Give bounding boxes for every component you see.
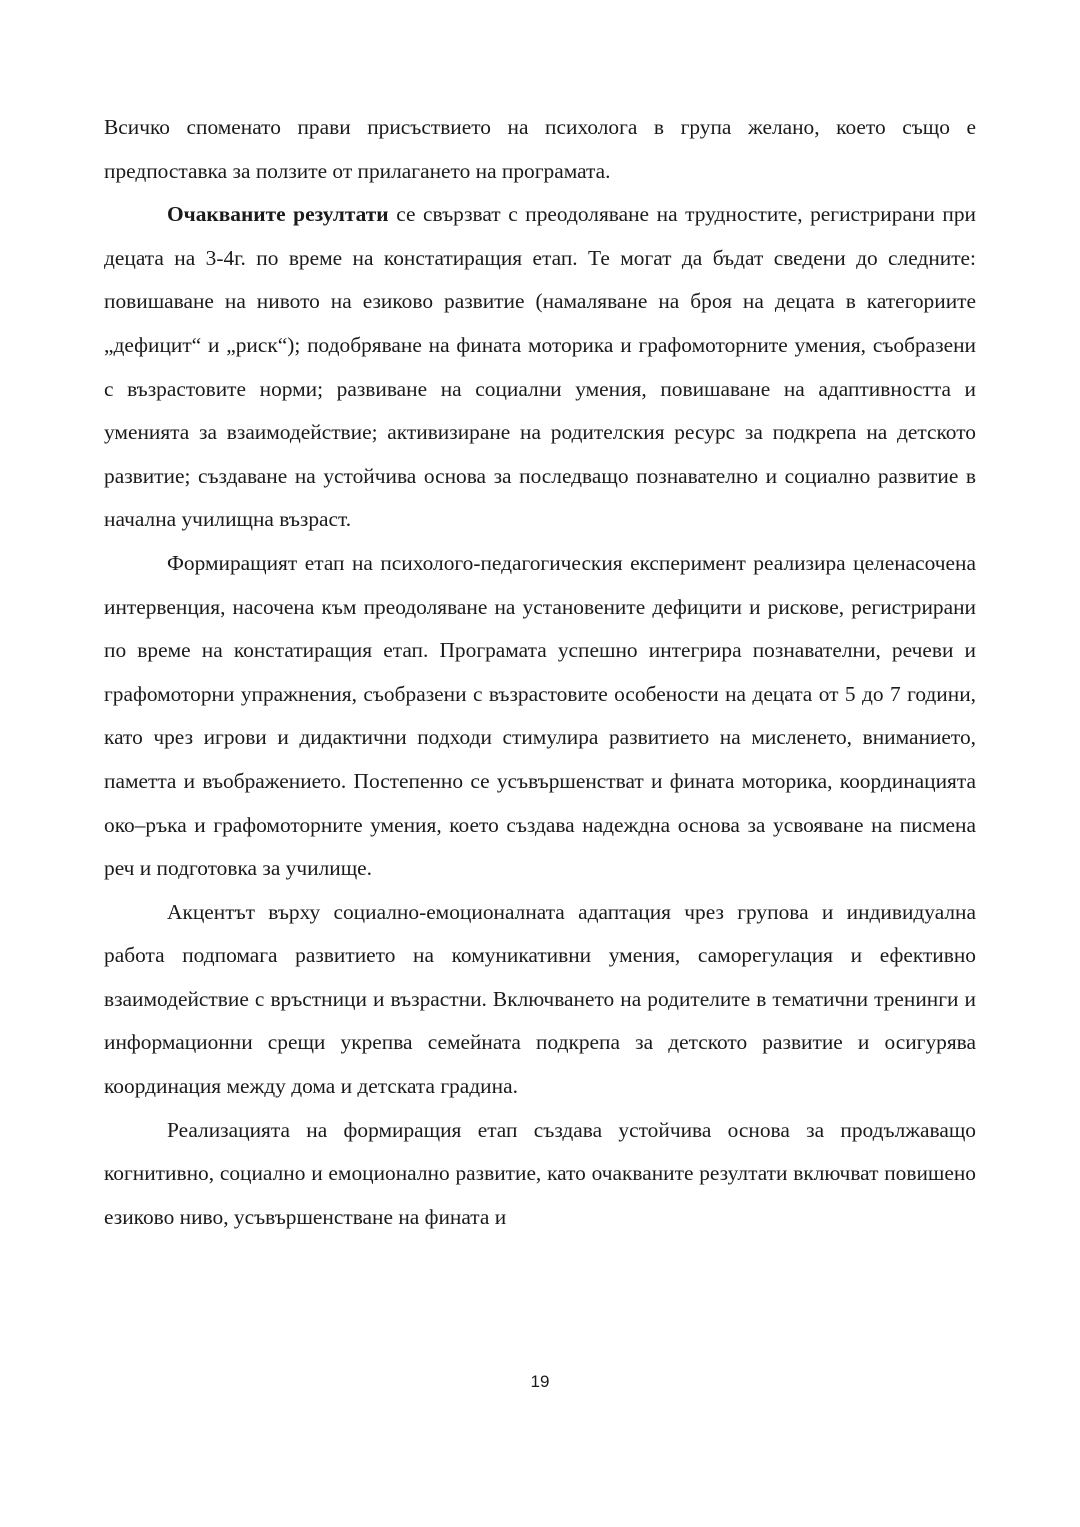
body-text — [104, 106, 976, 1239]
bold-lead-expected-results: Очакваните резултати — [167, 202, 389, 227]
paragraph-2 — [104, 193, 976, 542]
page-number: 19 — [530, 1372, 550, 1391]
paragraph-4: Акцентът върху социално-емоционалната адаптация чрез групова и индивидуална работа подпомага развитието на комуникативни умения, саморегулация и ефективно взаимодействие с връстници и възрастни. Включването на родителите в тематични тренинги и информационни срещи укрепва семейната подкрепа за детското развитие и осигурява координация между дома и детската градина. — [104, 899, 976, 1099]
paragraph-2-text: се свързват с преодоляване на трудностите, регистрирани при децата на 3-4г. по време на констатиращия етап. Те могат да бъдат сведени до следните: повишаване на нивото на езиково развитие (намаляване на броя на децата в категориите „дефицит“ и „риск“); подобряване на фината моторика и графомоторните умения, съобразени с възрастовите норми; развиване на социални умения, повишаване на адаптивността и уменията за взаимодействие; активизиране на родителския ресурс за подкрепа на детското развитие; създаване на устойчива основа за последващо познавателно и социално развитие в начална училищна възраст. — [104, 202, 976, 532]
paragraph-1: Всичко споменато прави присъствието на психолога в група желано, което също е предпоставка за ползите от прилагането на програмата. — [104, 115, 976, 183]
paragraph-5: Реализацията на формиращия етап създава устойчива основа за продължаващо когнитивно, социално и емоционално развитие, като очакваните резултати включват повишено езиково ниво, усъвършенстване на фината и — [104, 1117, 976, 1229]
paragraph-3: Формиращият етап на психолого-педагогическия експеримент реализира целенасочена интервенция, насочена към преодоляване на установените дефицити и рискове, регистрирани по време на констатиращия етап. Програмата успешно интегрира познавателни, речеви и графомоторни упражнения, съобразени с възрастовите особености на децата от 5 до 7 години, като чрез игрови и дидактични подходи стимулира развитието на мисленето, вниманието, паметта и въображението. Постепенно се усъвършенстват и фината моторика, координацията око–ръка и графомоторните умения, което създава надеждна основа за усвояване на писмена реч и подготовка за училище. — [104, 550, 976, 881]
